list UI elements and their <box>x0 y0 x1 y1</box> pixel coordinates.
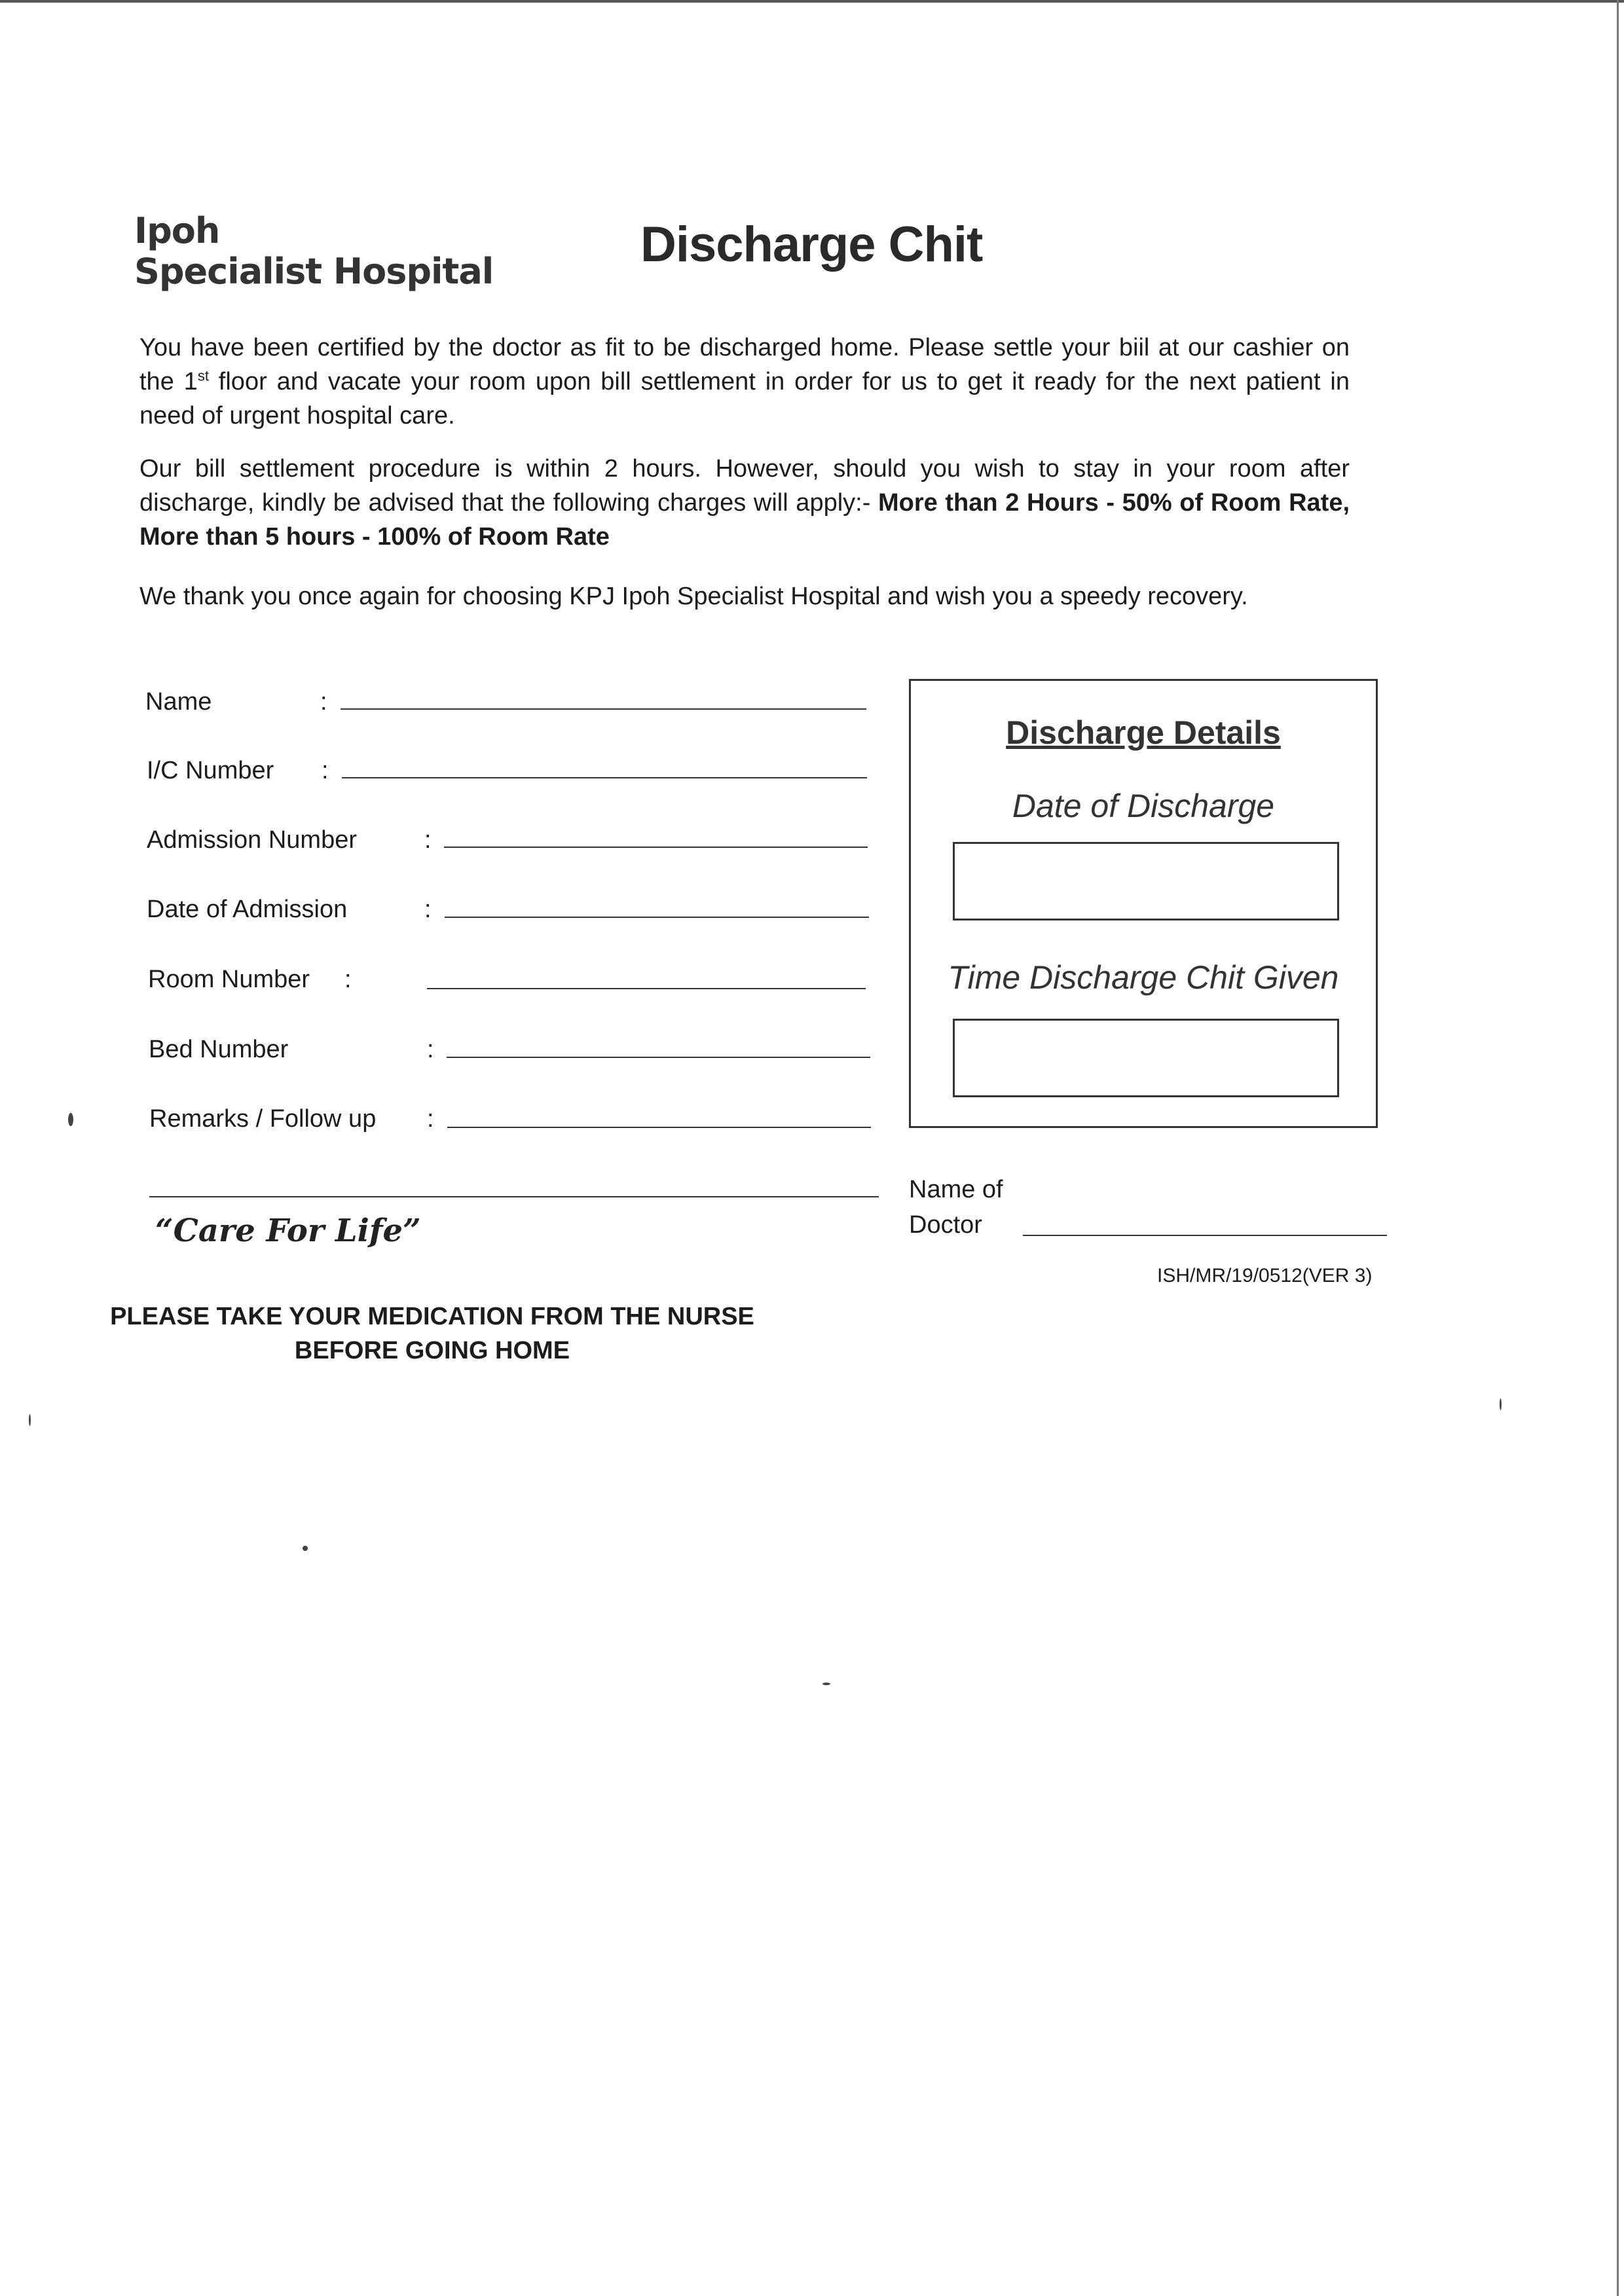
time-discharge-chit-label: Time Discharge Chit Given <box>948 959 1339 996</box>
medication-notice-line-2: BEFORE GOING HOME <box>294 1337 570 1364</box>
hospital-motto: “Care For Life” <box>155 1212 421 1249</box>
page-title: Discharge Chit <box>640 217 983 272</box>
time-discharge-chit-field[interactable] <box>953 1019 1339 1097</box>
logo-line-2: Specialist Hospital <box>134 251 494 292</box>
discharge-details-box <box>909 679 1378 1128</box>
date-of-admission-colon: : <box>424 896 432 923</box>
remarks-colon: : <box>427 1105 434 1133</box>
date-of-admission-field[interactable] <box>445 917 869 918</box>
bed-number-label: Bed Number <box>149 1036 289 1063</box>
intro-paragraph-2-normal: Our bill settlement procedure is within 2 hours. However, should you wish to stay in your room after discharge, kindly be advised that the following charges will apply:- <box>139 455 1350 517</box>
room-number-colon: : <box>344 966 352 993</box>
name-label: Name <box>145 688 212 716</box>
medication-notice-line-1: PLEASE TAKE YOUR MEDICATION FROM THE NURSE <box>110 1303 754 1330</box>
hospital-logo <box>134 211 493 292</box>
intro-paragraph-1-part-b: floor and vacate your room upon bill settlement in order for us to get it ready for the next patient in need of urgent hospital care. <box>139 368 1350 429</box>
scan-speck <box>303 1546 308 1551</box>
room-number-label: Room Number <box>148 966 310 993</box>
ic-number-colon: : <box>322 757 329 784</box>
name-field[interactable] <box>341 708 866 710</box>
scan-speck <box>68 1113 73 1126</box>
doctor-name-field[interactable] <box>1023 1235 1387 1236</box>
admission-number-field[interactable] <box>444 847 868 848</box>
date-of-discharge-field[interactable] <box>953 842 1339 920</box>
intro-paragraph-1-part-a: You have been certified by the doctor as fit to be discharged home. Please settle your biil at our cashier on the 1 <box>139 334 1350 395</box>
ic-number-label: I/C Number <box>147 757 274 784</box>
admission-number-label: Admission Number <box>147 826 357 854</box>
logo-line-1: Ipoh <box>134 210 220 251</box>
name-colon: : <box>320 688 327 716</box>
ic-number-field[interactable] <box>342 777 867 778</box>
intro-paragraph-2 <box>139 452 1350 554</box>
signature-line[interactable] <box>149 1196 879 1197</box>
form-code: ISH/MR/19/0512(VER 3) <box>1157 1265 1373 1286</box>
superscript-st: st <box>197 367 209 384</box>
discharge-details-heading: Discharge Details <box>1006 714 1281 751</box>
intro-paragraph-3: We thank you once again for choosing KPJ Ipoh Specialist Hospital and wish you a speedy recovery. <box>139 583 1248 610</box>
scan-speck <box>29 1414 31 1426</box>
intro-paragraph-1 <box>139 331 1350 433</box>
bed-number-field[interactable] <box>447 1057 870 1058</box>
remarks-label: Remarks / Follow up <box>149 1105 377 1133</box>
scan-edge-top <box>0 0 1624 3</box>
date-of-admission-label: Date of Admission <box>147 896 348 923</box>
scan-speck <box>822 1683 830 1685</box>
bed-number-colon: : <box>427 1036 434 1063</box>
doctor-name-label: Name of Doctor <box>909 1176 1003 1239</box>
scan-speck <box>1500 1398 1502 1410</box>
remarks-field[interactable] <box>447 1127 871 1128</box>
scan-edge-right <box>1617 0 1619 2296</box>
admission-number-colon: : <box>424 826 432 854</box>
date-of-discharge-label: Date of Discharge <box>1012 788 1275 824</box>
room-number-field[interactable] <box>427 988 866 989</box>
intro-paragraph-2-charges: More than 2 Hours - 50% of Room Rate, More than 5 hours - 100% of Room Rate <box>139 489 1350 551</box>
medication-notice <box>95 1300 769 1368</box>
